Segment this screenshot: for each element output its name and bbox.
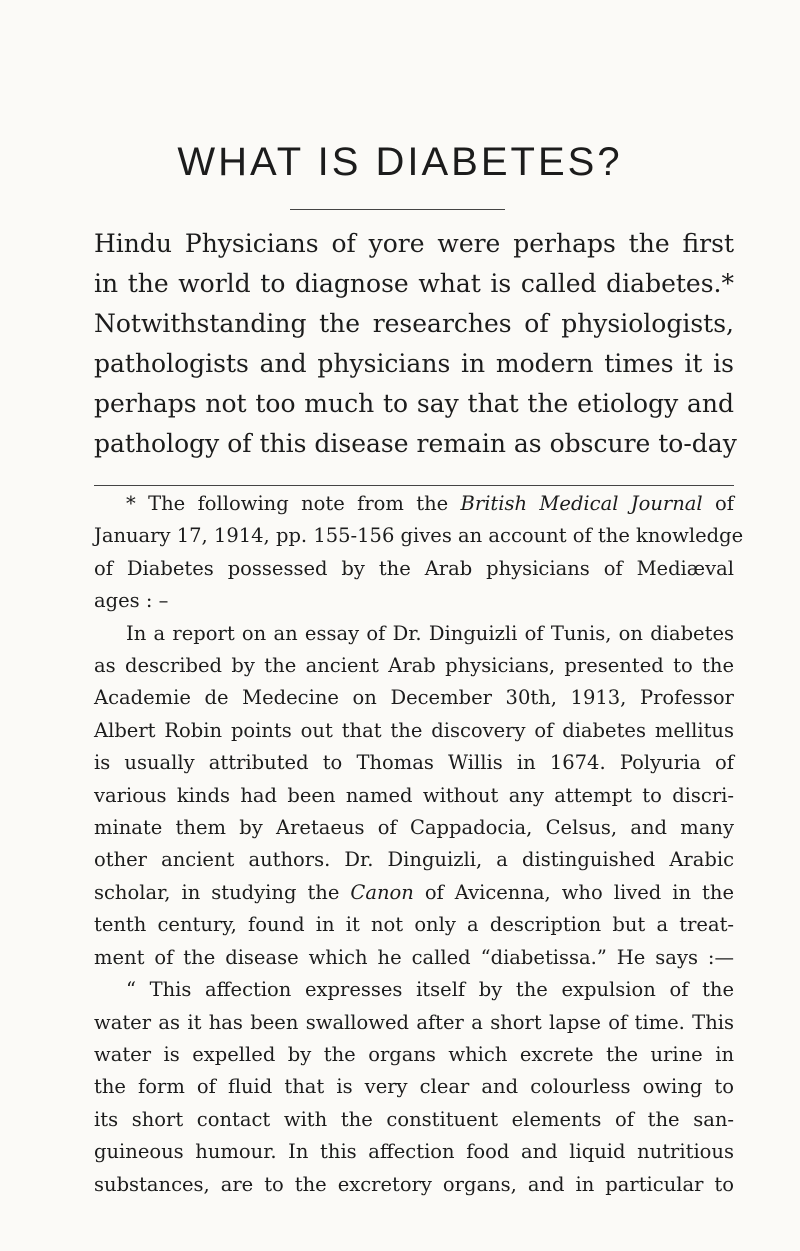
footnote-line: minate them by Aretaeus of Cappadocia, Celsus, and many [94,816,734,840]
footnote-line: ages : – [94,589,169,613]
footnote-text: scholar, in studying the [94,880,351,904]
footnote-line: “ This affection expresses itself by the expulsion of the [126,978,734,1002]
paragraph-line: Hindu Physicians of yore were perhaps the first [94,229,734,258]
footnote-line: Albert Robin points out that the discovery of diabetes mellitus [94,718,734,742]
footnote-line [94,877,734,909]
footnote-text: * The following note from the [126,492,461,515]
footnote-line [94,488,734,520]
paragraph-line: Notwithstanding the researches of physiologists, [94,309,734,338]
footnote-line: of Diabetes possessed by the Arab physicians of Mediæval [94,556,734,580]
footnote-line: ment of the disease which he called “diabetissa.” He says :— [94,945,734,969]
footnote [94,488,744,1201]
footnote-text: of [702,492,734,515]
paragraph-line: perhaps not too much to say that the etiology and [94,389,734,418]
main-paragraph [94,224,737,464]
footnote-line: various kinds had been named without any attempt to discri- [94,783,734,807]
book-title: Canon [350,880,414,904]
footnote-line: guineous humour. In this affection food and liquid nutritious [94,1140,734,1164]
paragraph-line: in the world to diagnose what is called diabetes.* [94,269,734,298]
footnote-text: of Avicenna, who lived in the [413,880,734,904]
footnote-line: is usually attributed to Thomas Willis in 1674. Polyuria of [94,751,734,775]
footnote-line: January 17, 1914, pp. 155-156 gives an account of the knowledge [94,524,744,548]
footnote-line: tenth century, found in it not only a description but a treat- [94,913,734,937]
footnote-line: the form of fluid that is very clear and colourless owing to [94,1075,734,1099]
footnote-line: as described by the ancient Arab physicians, presented to the [94,654,734,678]
footnote-line: substances, are to the excretory organs, and in particular to [94,1172,734,1196]
page-title: WHAT IS DIABETES? [177,140,623,184]
footnote-divider [94,485,734,486]
paragraph-line: pathology of this disease remain as obscure to-day [94,429,737,458]
footnote-line: Academie de Medecine on December 30th, 1913, Professor [94,686,734,710]
footnote-line: other ancient authors. Dr. Dinguizli, a distinguished Arabic [94,848,734,872]
journal-title: British Medical Journal [460,492,703,515]
paragraph-line: pathologists and physicians in modern times it is [94,349,734,378]
title-divider [290,209,505,210]
footnote-line: water is expelled by the organs which excrete the urine in [94,1042,734,1066]
footnote-line: water as it has been swallowed after a short lapse of time. This [94,1010,734,1034]
footnote-line: its short contact with the constituent elements of the san- [94,1107,734,1131]
footnote-line: In a report on an essay of Dr. Dinguizli of Tunis, on diabetes [126,621,734,645]
